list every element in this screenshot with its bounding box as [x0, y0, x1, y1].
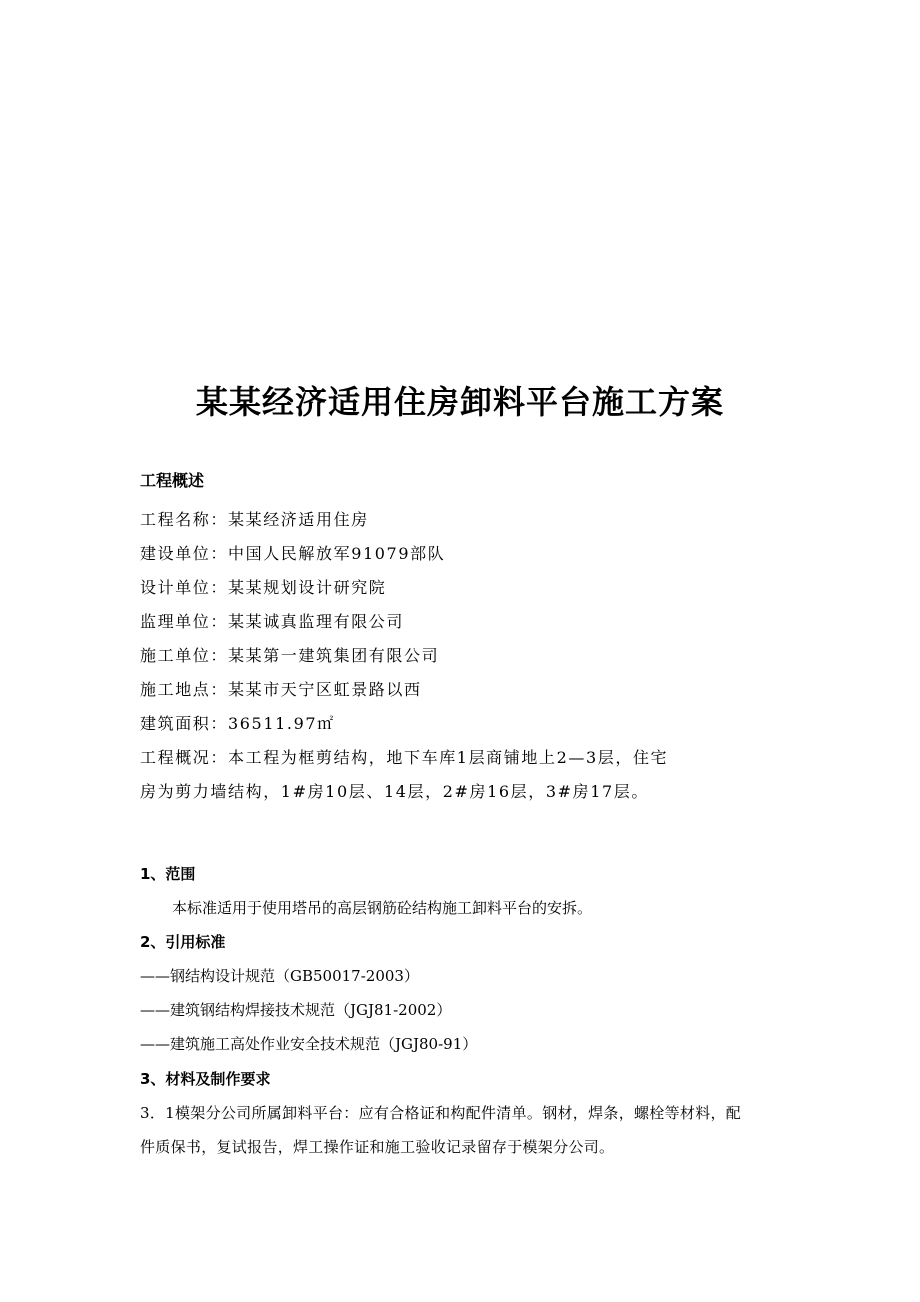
- materials-paragraph-line-1: 3．1模架分公司所属卸料平台：应有合格证和构配件清单。钢材，焊条，螺栓等材料，配: [140, 1104, 742, 1122]
- client-line: 建设单位：中国人民解放军91079部队: [140, 544, 446, 563]
- overview-line-1: 工程概况：本工程为框剪结构，地下车库1层商铺地上2—3层，住宅: [140, 748, 669, 767]
- overview-heading: 工程概述: [140, 471, 205, 490]
- location-line: 施工地点：某某市天宁区虹景路以西: [140, 680, 422, 699]
- section-standards-heading: 2、引用标准: [140, 933, 226, 951]
- document-title: 某某经济适用住房卸料平台施工方案: [195, 383, 724, 421]
- project-name-line: 工程名称：某某经济适用住房: [140, 510, 369, 529]
- materials-paragraph-line-2: 件质保书，复试报告，焊工操作证和施工验收记录留存于模架分公司。: [140, 1138, 615, 1156]
- section-scope-heading: 1、范围: [140, 865, 196, 883]
- standard-item: ——钢结构设计规范（GB50017-2003）: [140, 967, 419, 985]
- standard-item: ——建筑施工高处作业安全技术规范（JGJ80-91）: [140, 1035, 478, 1053]
- overview-line-2: 房为剪力墙结构，1#房10层、14层，2#房16层，3#房17层。: [140, 782, 649, 801]
- area-line: 建筑面积：36511.97㎡: [140, 714, 335, 733]
- section-scope-text: 本标准适用于使用塔吊的高层钢筋砼结构施工卸料平台的安拆。: [172, 899, 593, 917]
- contractor-line: 施工单位：某某第一建筑集团有限公司: [140, 646, 440, 665]
- standard-item: ——建筑钢结构焊接技术规范（JGJ81-2002）: [140, 1001, 452, 1019]
- supervisor-line: 监理单位：某某诚真监理有限公司: [140, 612, 405, 631]
- designer-line: 设计单位：某某规划设计研究院: [140, 578, 387, 597]
- section-materials-heading: 3、材料及制作要求: [140, 1070, 271, 1088]
